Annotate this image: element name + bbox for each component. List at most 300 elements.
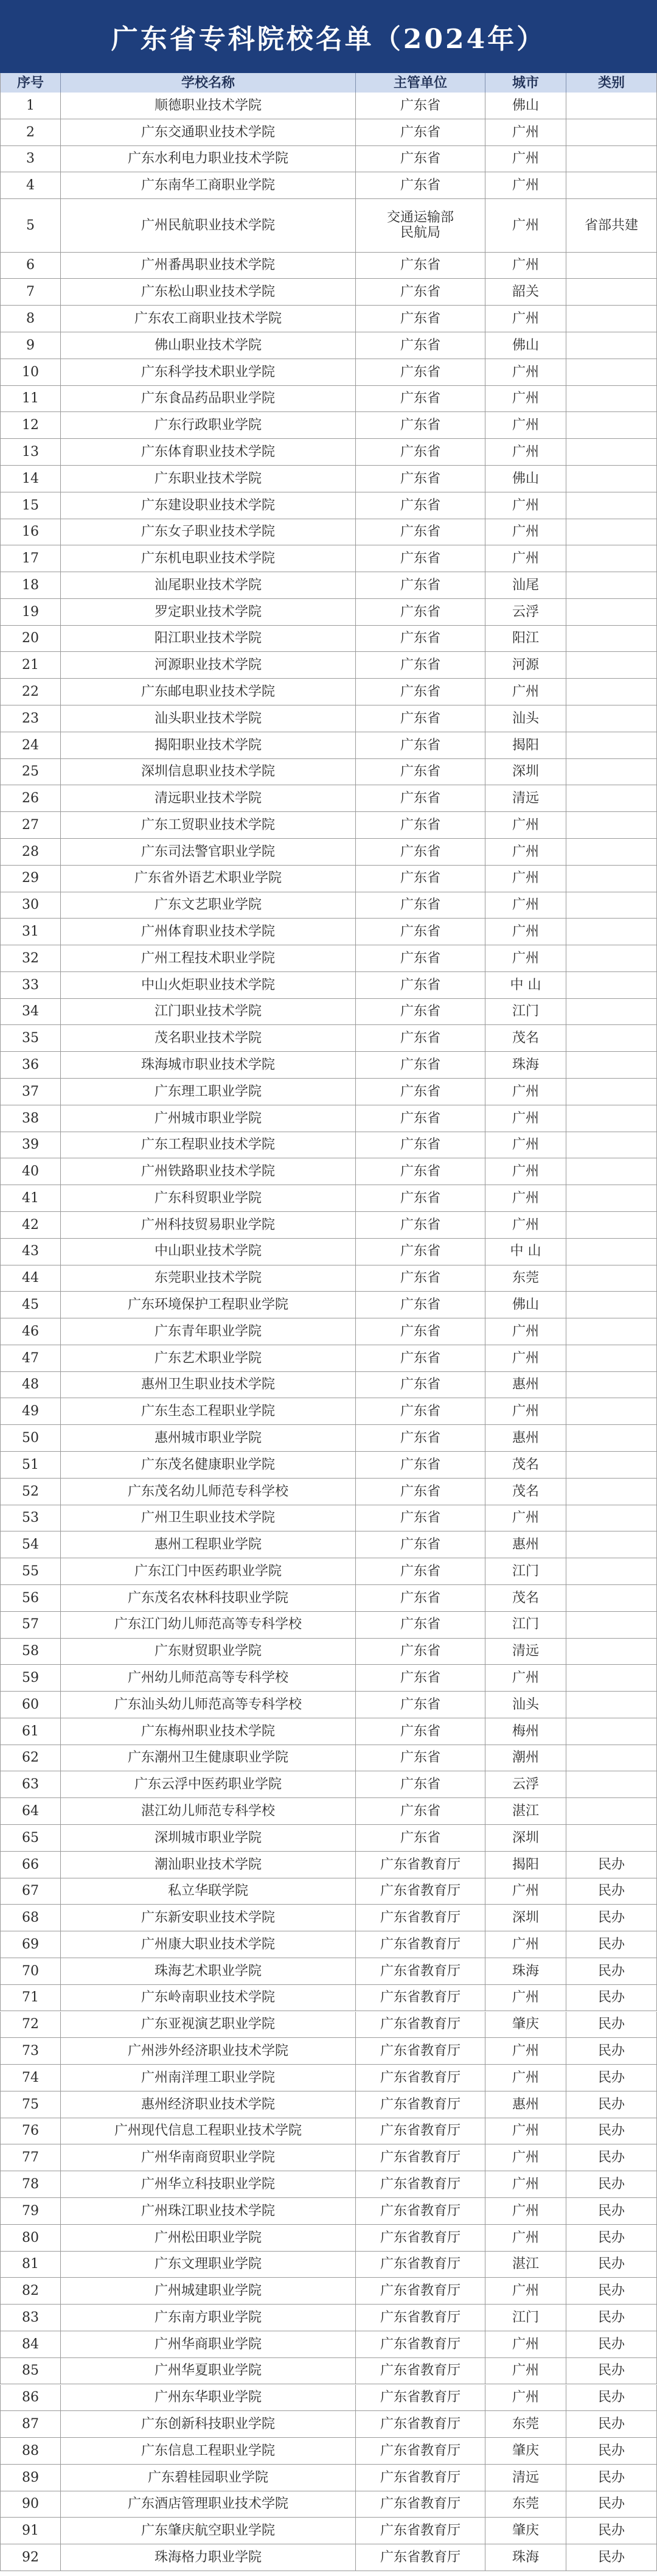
table-row [0,2038,657,2065]
row-city: 深圳 [485,1905,566,1931]
row-authority: 广东省 [356,1079,485,1105]
row-school-name: 广东潮州卫生健康职业学院 [61,1745,356,1771]
row-index: 69 [0,1931,61,1958]
row-category: 民办 [566,2118,657,2144]
row-authority: 广东省教育厅 [356,2118,485,2144]
row-authority: 广东省 [356,999,485,1025]
row-school-name: 佛山职业技术学院 [61,332,356,359]
row-index: 3 [0,146,61,172]
table-row [0,2065,657,2091]
table-row [0,439,657,466]
row-category [566,1398,657,1424]
row-city: 广州 [485,2065,566,2091]
row-school-name: 广州科技贸易职业学院 [61,1212,356,1238]
row-index: 74 [0,2065,61,2091]
table-row [0,1905,657,1931]
row-index: 37 [0,1079,61,1105]
row-index: 9 [0,332,61,359]
row-category [566,892,657,919]
table-row [0,492,657,519]
row-authority: 广东省 [356,439,485,465]
table-row [0,1639,657,1665]
row-authority: 广东省 [356,279,485,305]
row-school-name: 广东女子职业技术学院 [61,519,356,545]
row-authority: 广东省教育厅 [356,2544,485,2571]
row-school-name: 广东亚视演艺职业学院 [61,2012,356,2038]
row-authority: 广东省 [356,1798,485,1824]
row-school-name: 罗定职业技术学院 [61,599,356,625]
row-school-name: 广东茂名幼儿师范专科学校 [61,1479,356,1505]
row-index: 54 [0,1531,61,1558]
row-authority: 广东省教育厅 [356,2171,485,2197]
row-authority: 广东省 [356,1318,485,1345]
row-category [566,679,657,705]
row-city: 广州 [485,1665,566,1691]
row-authority: 广东省 [356,572,485,598]
row-school-name: 广东茂名农林科技职业学院 [61,1585,356,1611]
row-index: 57 [0,1612,61,1638]
row-category [566,1745,657,1771]
row-city: 广州 [485,1985,566,2011]
row-school-name: 广州现代信息工程职业技术学院 [61,2118,356,2144]
row-city: 广州 [485,2038,566,2064]
row-school-name: 广东科贸职业学院 [61,1185,356,1211]
row-index: 77 [0,2144,61,2171]
table-row [0,199,657,253]
row-index: 82 [0,2278,61,2304]
row-index: 60 [0,1692,61,1718]
row-category [566,466,657,492]
row-school-name: 广东体育职业技术学院 [61,439,356,465]
row-authority: 广东省 [356,1185,485,1211]
row-authority: 广东省 [356,545,485,572]
table-row [0,386,657,413]
row-index: 39 [0,1132,61,1158]
row-city: 广州 [485,892,566,919]
table-row [0,2091,657,2118]
row-index: 38 [0,1105,61,1132]
row-school-name: 广东交通职业技术学院 [61,119,356,145]
row-authority: 广东省教育厅 [356,2144,485,2171]
row-index: 40 [0,1158,61,1185]
row-school-name: 珠海格力职业学院 [61,2544,356,2571]
row-city: 惠州 [485,1425,566,1451]
table-row [0,1185,657,1212]
row-city: 茂名 [485,1452,566,1478]
row-authority: 广东省 [356,1745,485,1771]
row-city: 肇庆 [485,2438,566,2464]
row-category [566,93,657,119]
row-category: 民办 [566,2012,657,2038]
table-row [0,919,657,945]
row-category [566,1639,657,1665]
row-school-name: 广州工程技术职业学院 [61,945,356,971]
row-city: 河源 [485,652,566,678]
row-city: 广州 [485,1345,566,1371]
row-index: 91 [0,2518,61,2544]
table-row [0,2198,657,2225]
row-authority: 广东省 [356,119,485,145]
table-row [0,1132,657,1159]
row-index: 34 [0,999,61,1025]
row-city: 广州 [485,679,566,705]
row-index: 86 [0,2385,61,2411]
row-authority: 广东省 [356,359,485,385]
table-row [0,1985,657,2012]
row-authority: 广东省 [356,1718,485,1745]
row-school-name: 珠海城市职业技术学院 [61,1052,356,1078]
row-school-name: 广东茂名健康职业学院 [61,1452,356,1478]
row-school-name: 广东文理职业学院 [61,2252,356,2278]
row-school-name: 深圳城市职业学院 [61,1825,356,1851]
row-authority: 广东省教育厅 [356,2091,485,2118]
row-category: 民办 [566,2544,657,2571]
row-category [566,945,657,971]
row-index: 13 [0,439,61,465]
table-row [0,359,657,386]
row-city: 广州 [485,1105,566,1132]
row-authority: 广东省 [356,1132,485,1158]
row-index: 58 [0,1639,61,1665]
row-city: 广州 [485,2144,566,2171]
row-category [566,812,657,838]
table-row [0,839,657,866]
row-category [566,919,657,945]
row-authority: 广东省教育厅 [356,1905,485,1931]
row-category: 民办 [566,2198,657,2224]
row-index: 50 [0,1425,61,1451]
table-header-row [0,73,657,93]
row-city: 惠州 [485,1372,566,1398]
header-index: 序号 [0,73,61,93]
row-authority: 广东省 [356,1025,485,1051]
row-city: 广州 [485,1878,566,1905]
table-row [0,2385,657,2412]
row-index: 55 [0,1558,61,1584]
row-index: 24 [0,732,61,758]
row-city: 广州 [485,2358,566,2384]
row-school-name: 广州东华职业学院 [61,2385,356,2411]
row-category [566,1505,657,1531]
row-school-name: 广州番禺职业技术学院 [61,253,356,279]
row-school-name: 广州体育职业技术学院 [61,919,356,945]
table-row [0,119,657,146]
row-authority: 广东省教育厅 [356,2012,485,2038]
row-category [566,1692,657,1718]
row-category [566,1105,657,1132]
row-school-name: 广州松田职业学院 [61,2225,356,2251]
row-school-name: 广东司法警官职业学院 [61,839,356,865]
row-city: 深圳 [485,1825,566,1851]
table-row [0,2171,657,2198]
row-category [566,572,657,598]
row-authority: 广东省 [356,1665,485,1691]
row-authority: 广东省 [356,1425,485,1451]
row-city: 广州 [485,2278,566,2304]
row-category: 民办 [566,2518,657,2544]
row-city: 广州 [485,199,566,252]
table-row [0,732,657,759]
row-school-name: 广东建设职业技术学院 [61,492,356,519]
row-city: 广州 [485,1931,566,1958]
row-category [566,146,657,172]
row-index: 76 [0,2118,61,2144]
row-category [566,1452,657,1478]
row-index: 56 [0,1585,61,1611]
row-city: 东莞 [485,2491,566,2518]
row-category: 民办 [566,1878,657,1905]
row-school-name: 广东机电职业技术学院 [61,545,356,572]
row-authority: 广东省 [356,1158,485,1185]
row-index: 62 [0,1745,61,1771]
row-category [566,1025,657,1051]
row-city: 广州 [485,919,566,945]
table-row [0,1025,657,1052]
row-school-name: 广东创新科技职业学院 [61,2411,356,2437]
row-school-name: 广东科学技术职业学院 [61,359,356,385]
row-category [566,1665,657,1691]
row-authority: 广东省 [356,146,485,172]
row-school-name: 广东松山职业技术学院 [61,279,356,305]
row-category: 民办 [566,2278,657,2304]
row-school-name: 广东云浮中医药职业学院 [61,1771,356,1797]
table-row [0,652,657,679]
row-authority: 广东省 [356,1531,485,1558]
row-school-name: 广东江门中医药职业学院 [61,1558,356,1584]
row-city: 江门 [485,999,566,1025]
table-row [0,866,657,892]
row-category: 民办 [566,2144,657,2171]
row-authority: 广东省 [356,1558,485,1584]
row-school-name: 广东行政职业学院 [61,412,356,438]
row-school-name: 广东工程职业技术学院 [61,1132,356,1158]
row-index: 26 [0,785,61,811]
table-row [0,1718,657,1745]
table-row [0,1771,657,1798]
row-category [566,359,657,385]
row-category [566,1212,657,1238]
row-authority: 广东省 [356,172,485,198]
row-index: 75 [0,2091,61,2118]
row-authority: 广东省教育厅 [356,1931,485,1958]
row-category [566,1132,657,1158]
row-index: 31 [0,919,61,945]
row-category [566,705,657,732]
row-index: 4 [0,172,61,198]
table-row [0,2144,657,2171]
row-city: 广州 [485,386,566,412]
row-index: 78 [0,2171,61,2197]
row-category [566,519,657,545]
table-row [0,2438,657,2465]
row-authority: 广东省教育厅 [356,2252,485,2278]
row-city: 珠海 [485,1052,566,1078]
row-school-name: 广东工贸职业技术学院 [61,812,356,838]
row-city: 广州 [485,306,566,332]
row-category: 民办 [566,2358,657,2384]
row-city: 肇庆 [485,2518,566,2544]
row-city: 广州 [485,945,566,971]
row-index: 90 [0,2491,61,2518]
row-category [566,1345,657,1371]
row-category [566,1185,657,1211]
row-city: 茂名 [485,1479,566,1505]
row-index: 88 [0,2438,61,2464]
table-row [0,599,657,626]
row-index: 81 [0,2252,61,2278]
row-city: 广州 [485,2385,566,2411]
row-authority: 广东省 [356,679,485,705]
row-school-name: 惠州卫生职业技术学院 [61,1372,356,1398]
row-authority: 广东省教育厅 [356,2491,485,2518]
row-city: 清远 [485,785,566,811]
row-category [566,439,657,465]
table-row [0,1158,657,1185]
row-authority: 广东省教育厅 [356,1958,485,1984]
row-city: 揭阳 [485,1852,566,1878]
row-school-name: 广东农工商职业技术学院 [61,306,356,332]
row-city: 茂名 [485,1585,566,1611]
table-row [0,999,657,1026]
row-index: 22 [0,679,61,705]
row-school-name: 广东食品药品职业学院 [61,386,356,412]
row-category: 民办 [566,2225,657,2251]
table-row [0,1292,657,1318]
row-authority: 广东省 [356,492,485,519]
row-city: 广州 [485,492,566,519]
row-authority: 广东省 [356,1345,485,1371]
row-authority: 广东省教育厅 [356,2385,485,2411]
row-school-name: 广州康大职业技术学院 [61,1931,356,1958]
row-city: 韶关 [485,279,566,305]
row-school-name: 广州民航职业技术学院 [61,199,356,252]
row-city: 云浮 [485,599,566,625]
row-index: 65 [0,1825,61,1851]
row-school-name: 清远职业技术学院 [61,785,356,811]
table-row [0,2278,657,2305]
row-city: 珠海 [485,2544,566,2571]
row-city: 广州 [485,2118,566,2144]
row-index: 47 [0,1345,61,1371]
table-row [0,2465,657,2491]
table-row [0,1505,657,1532]
row-school-name: 河源职业技术学院 [61,652,356,678]
row-index: 21 [0,652,61,678]
bottom-margin [0,2571,657,2576]
row-category [566,119,657,145]
row-authority: 广东省教育厅 [356,2518,485,2544]
row-index: 8 [0,306,61,332]
row-school-name: 广东邮电职业技术学院 [61,679,356,705]
row-index: 44 [0,1265,61,1292]
row-school-name: 广东理工职业学院 [61,1079,356,1105]
row-city: 揭阳 [485,732,566,758]
row-index: 14 [0,466,61,492]
row-city: 清远 [485,2465,566,2491]
table-row [0,1345,657,1372]
row-city: 阳江 [485,626,566,652]
row-school-name: 广州珠江职业技术学院 [61,2198,356,2224]
row-category: 民办 [566,1958,657,1984]
row-category [566,732,657,758]
row-authority: 广东省 [356,412,485,438]
row-index: 63 [0,1771,61,1797]
row-authority: 广东省 [356,1398,485,1424]
row-category [566,1798,657,1824]
table-row [0,519,657,546]
row-category: 民办 [566,1905,657,1931]
row-index: 59 [0,1665,61,1691]
row-authority: 广东省 [356,919,485,945]
row-index: 30 [0,892,61,919]
row-category: 民办 [566,2252,657,2278]
row-category [566,386,657,412]
row-school-name: 中山火炬职业技术学院 [61,972,356,998]
row-city: 云浮 [485,1771,566,1797]
row-category [566,1585,657,1611]
row-authority: 广东省 [356,626,485,652]
row-authority: 广东省 [356,466,485,492]
row-index: 70 [0,1958,61,1984]
row-school-name: 惠州工程职业学院 [61,1531,356,1558]
row-city: 广州 [485,2198,566,2224]
row-category [566,1318,657,1345]
table-row [0,2544,657,2571]
row-category [566,866,657,892]
row-index: 64 [0,1798,61,1824]
table-row [0,1665,657,1692]
row-school-name: 广东水利电力职业技术学院 [61,146,356,172]
row-authority: 广东省教育厅 [356,1878,485,1905]
row-authority: 广东省 [356,1292,485,1318]
row-city: 深圳 [485,759,566,785]
row-authority: 广东省教育厅 [356,2038,485,2064]
row-city: 佛山 [485,1292,566,1318]
row-authority: 广东省 [356,732,485,758]
row-city: 广州 [485,253,566,279]
row-authority: 广东省 [356,1212,485,1238]
row-city: 广州 [485,1185,566,1211]
row-index: 36 [0,1052,61,1078]
row-authority: 广东省 [356,1771,485,1797]
row-index: 17 [0,545,61,572]
table-row [0,1105,657,1132]
row-authority: 广东省 [356,1105,485,1132]
table-row [0,2358,657,2385]
row-index: 28 [0,839,61,865]
row-index: 27 [0,812,61,838]
row-category: 省部共建 [566,199,657,252]
table-row [0,626,657,653]
row-category [566,1372,657,1398]
row-category [566,412,657,438]
row-school-name: 湛江幼儿师范专科学校 [61,1798,356,1824]
row-index: 32 [0,945,61,971]
row-city: 广州 [485,812,566,838]
table-row [0,1318,657,1345]
table-row [0,2518,657,2544]
row-authority: 广东省 [356,599,485,625]
row-category: 民办 [566,2465,657,2491]
table-row [0,146,657,173]
row-index: 16 [0,519,61,545]
row-authority: 广东省教育厅 [356,2438,485,2464]
row-index: 42 [0,1212,61,1238]
row-category [566,626,657,652]
row-authority: 广东省 [356,652,485,678]
table-row [0,1931,657,1958]
row-category [566,1531,657,1558]
